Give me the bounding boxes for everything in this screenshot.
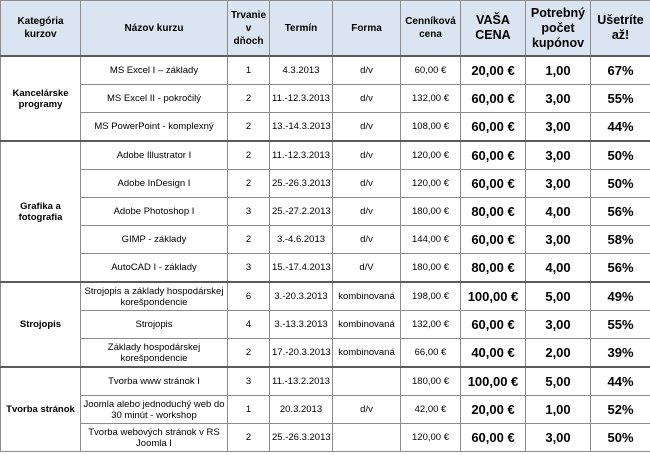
table-row [1,396,650,424]
course-coupons: 1,00 [526,396,591,424]
course-list-price: 66,00 € [401,339,461,368]
course-price: 20,00 € [461,396,526,424]
table-row [1,424,650,452]
course-name: Tvorba www stránok I [81,367,228,396]
header-form: Forma [333,1,401,57]
course-days: 2 [228,85,270,113]
table-row [1,113,650,142]
course-term: 17.-20.3.2013 [270,339,333,368]
course-form: d/v [333,170,401,198]
course-days: 2 [228,339,270,368]
course-price: 80,00 € [461,198,526,226]
course-term: 4.3.2013 [270,56,333,85]
category-cell: Grafika a fotografia [1,141,81,282]
course-list-price: 144,00 € [401,226,461,254]
course-term: 3.-13.3.2013 [270,311,333,339]
course-days: 1 [228,56,270,85]
course-price: 60,00 € [461,141,526,170]
course-savings: 52% [591,396,650,424]
course-form: d/v [333,198,401,226]
header-savings: Ušetríte až! [591,1,650,57]
course-coupons: 5,00 [526,282,591,311]
course-term: 3.-4.6.2013 [270,226,333,254]
course-form: d/v [333,226,401,254]
course-form [333,424,401,452]
course-form: kombinovaná [333,282,401,311]
category-cell: Tvorba stránok [1,367,81,452]
course-list-price: 198,00 € [401,282,461,311]
course-savings: 50% [591,424,650,452]
table-row [1,226,650,254]
course-savings: 55% [591,85,650,113]
course-list-price: 180,00 € [401,198,461,226]
course-price: 60,00 € [461,85,526,113]
course-days: 6 [228,282,270,311]
course-price: 80,00 € [461,254,526,283]
course-savings: 56% [591,198,650,226]
header-course: Názov kurzu [81,1,228,57]
course-coupons: 5,00 [526,367,591,396]
course-savings: 49% [591,282,650,311]
header-coupons: Potrebný počet kupónov [526,1,591,57]
course-coupons: 3,00 [526,113,591,142]
course-savings: 55% [591,311,650,339]
course-price: 20,00 € [461,56,526,85]
course-coupons: 3,00 [526,141,591,170]
course-form: d/v [333,56,401,85]
course-days: 4 [228,311,270,339]
course-coupons: 3,00 [526,226,591,254]
table-row [1,56,650,85]
course-savings: 44% [591,113,650,142]
course-name: Adobe Illustrator I [81,141,228,170]
course-days: 3 [228,367,270,396]
course-coupons: 3,00 [526,311,591,339]
table-row [1,254,650,283]
course-coupons: 4,00 [526,254,591,283]
course-price: 100,00 € [461,367,526,396]
course-form: d/v [333,141,401,170]
course-term: 13.-14.3.2013 [270,113,333,142]
header-term: Termín [270,1,333,57]
course-list-price: 132,00 € [401,85,461,113]
course-name: Tvorba webových stránok v RS Joomla I [81,424,228,452]
course-list-price: 108,00 € [401,113,461,142]
course-name: Adobe Photoshop I [81,198,228,226]
course-price: 100,00 € [461,282,526,311]
course-term: 11.-12.3.2013 [270,141,333,170]
table-row [1,339,650,368]
course-price: 60,00 € [461,113,526,142]
course-name: Strojopis [81,311,228,339]
course-list-price: 180,00 € [401,367,461,396]
course-savings: 39% [591,339,650,368]
course-days: 2 [228,226,270,254]
category-cell: Kancelárske programy [1,56,81,141]
course-name: MS Excel II - pokročilý [81,85,228,113]
course-list-price: 120,00 € [401,170,461,198]
course-list-price: 180,00 € [401,254,461,283]
course-form: kombinovaná [333,311,401,339]
course-name: Strojopis a základy hospodárskej korešpondencie [81,282,228,311]
course-savings: 56% [591,254,650,283]
course-coupons: 1,00 [526,56,591,85]
course-term: 15.-17.4.2013 [270,254,333,283]
course-list-price: 60,00 € [401,56,461,85]
header-category: Kategória kurzov [1,1,81,57]
course-coupons: 2,00 [526,339,591,368]
header-your-price: VAŠA CENA [461,1,526,57]
course-term: 20.3.2013 [270,396,333,424]
course-form: d/v [333,396,401,424]
course-coupons: 4,00 [526,198,591,226]
course-days: 2 [228,424,270,452]
table-row [1,198,650,226]
course-savings: 58% [591,226,650,254]
header-list-price: Cenníková cena [401,1,461,57]
course-coupons: 3,00 [526,85,591,113]
course-list-price: 120,00 € [401,141,461,170]
course-price: 40,00 € [461,339,526,368]
course-price: 60,00 € [461,226,526,254]
course-form: kombinovaná [333,339,401,368]
course-price: 60,00 € [461,170,526,198]
course-form: d/v [333,113,401,142]
table-row [1,85,650,113]
course-term: 25.-27.2.2013 [270,198,333,226]
course-term: 11.-13.2.2013 [270,367,333,396]
table-row [1,141,650,170]
course-coupons: 3,00 [526,424,591,452]
course-days: 1 [228,396,270,424]
course-term: 25.-26.3.2013 [270,424,333,452]
table-row [1,282,650,311]
course-list-price: 132,00 € [401,311,461,339]
course-savings: 50% [591,141,650,170]
course-price: 60,00 € [461,424,526,452]
course-savings: 44% [591,367,650,396]
table-row [1,170,650,198]
course-coupons: 3,00 [526,170,591,198]
course-name: GIMP - základy [81,226,228,254]
table-row [1,311,650,339]
course-days: 3 [228,198,270,226]
course-name: MS Excel I – základy [81,56,228,85]
header-row [1,1,650,57]
course-name: Základy hospodárskej korešpondencie [81,339,228,368]
course-price: 60,00 € [461,311,526,339]
course-term: 25.-26.3.2013 [270,170,333,198]
course-name: Adobe InDesign I [81,170,228,198]
course-term: 11.-12.3.2013 [270,85,333,113]
course-days: 2 [228,170,270,198]
course-form: d/V [333,254,401,283]
course-list-price: 42,00 € [401,396,461,424]
course-days: 3 [228,254,270,283]
course-days: 2 [228,141,270,170]
course-name: MS PowerPoint - komplexný [81,113,228,142]
category-cell: Strojopis [1,282,81,367]
header-duration: Trvanie v dňoch [228,1,270,57]
course-form [333,367,401,396]
course-name: AutoCAD I - základy [81,254,228,283]
course-days: 2 [228,113,270,142]
course-list-price: 120,00 € [401,424,461,452]
course-savings: 67% [591,56,650,85]
course-savings: 50% [591,170,650,198]
course-name: Joomla alebo jednoduchý web do 30 minút - workshop [81,396,228,424]
table-row [1,367,650,396]
course-form: d/v [333,85,401,113]
course-term: 3.-20.3.2013 [270,282,333,311]
